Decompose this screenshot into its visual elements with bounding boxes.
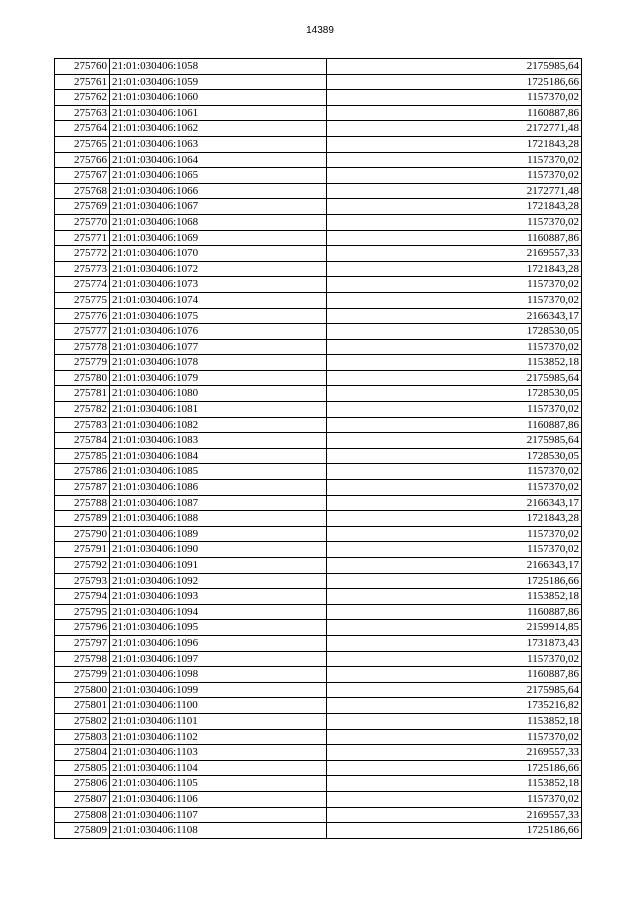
row-number-cell: 275805 bbox=[55, 760, 110, 776]
cadastral-value-cell: 1160887,86 bbox=[327, 667, 582, 683]
table-row bbox=[55, 199, 582, 215]
cadastral-value-cell: 1725186,66 bbox=[327, 74, 582, 90]
cadastral-number-cell: 21:01:030406:1059 bbox=[110, 74, 327, 90]
cadastral-value-cell: 1157370,02 bbox=[327, 526, 582, 542]
cadastral-value-cell: 1157370,02 bbox=[327, 214, 582, 230]
cadastral-value-cell: 1157370,02 bbox=[327, 542, 582, 558]
cadastral-number-cell: 21:01:030406:1105 bbox=[110, 776, 327, 792]
cadastral-value-cell: 1153852,18 bbox=[327, 589, 582, 605]
cadastral-number-cell: 21:01:030406:1084 bbox=[110, 448, 327, 464]
row-number-cell: 275783 bbox=[55, 417, 110, 433]
table-row bbox=[55, 292, 582, 308]
row-number-cell: 275786 bbox=[55, 464, 110, 480]
cadastral-number-cell: 21:01:030406:1075 bbox=[110, 308, 327, 324]
cadastral-value-cell: 1157370,02 bbox=[327, 402, 582, 418]
cadastral-value-cell: 1735216,82 bbox=[327, 698, 582, 714]
table-row bbox=[55, 417, 582, 433]
cadastral-value-cell: 1160887,86 bbox=[327, 604, 582, 620]
cadastral-value-cell: 2166343,17 bbox=[327, 558, 582, 574]
cadastral-number-cell: 21:01:030406:1063 bbox=[110, 136, 327, 152]
cadastral-value-cell: 1153852,18 bbox=[327, 776, 582, 792]
cadastral-value-cell: 1157370,02 bbox=[327, 464, 582, 480]
table-row bbox=[55, 620, 582, 636]
table-row bbox=[55, 480, 582, 496]
cadastral-number-cell: 21:01:030406:1089 bbox=[110, 526, 327, 542]
cadastral-number-cell: 21:01:030406:1094 bbox=[110, 604, 327, 620]
cadastral-value-cell: 2159914,85 bbox=[327, 620, 582, 636]
cadastral-value-cell: 1725186,66 bbox=[327, 823, 582, 839]
table-row bbox=[55, 370, 582, 386]
cadastral-number-cell: 21:01:030406:1090 bbox=[110, 542, 327, 558]
cadastral-value-cell: 1160887,86 bbox=[327, 105, 582, 121]
cadastral-number-cell: 21:01:030406:1092 bbox=[110, 573, 327, 589]
cadastral-number-cell: 21:01:030406:1102 bbox=[110, 729, 327, 745]
table-row bbox=[55, 168, 582, 184]
row-number-cell: 275775 bbox=[55, 292, 110, 308]
cadastral-number-cell: 21:01:030406:1099 bbox=[110, 682, 327, 698]
cadastral-number-cell: 21:01:030406:1078 bbox=[110, 355, 327, 371]
row-number-cell: 275764 bbox=[55, 121, 110, 137]
table-row bbox=[55, 745, 582, 761]
cadastral-value-cell: 2169557,33 bbox=[327, 745, 582, 761]
row-number-cell: 275803 bbox=[55, 729, 110, 745]
row-number-cell: 275787 bbox=[55, 480, 110, 496]
cadastral-number-cell: 21:01:030406:1093 bbox=[110, 589, 327, 605]
page-number: 14389 bbox=[306, 25, 334, 36]
cadastral-number-cell: 21:01:030406:1072 bbox=[110, 261, 327, 277]
table-row bbox=[55, 589, 582, 605]
row-number-cell: 275801 bbox=[55, 698, 110, 714]
table-row bbox=[55, 230, 582, 246]
row-number-cell: 275800 bbox=[55, 682, 110, 698]
table-row bbox=[55, 698, 582, 714]
cadastral-value-cell: 1728530,05 bbox=[327, 324, 582, 340]
row-number-cell: 275773 bbox=[55, 261, 110, 277]
cadastral-number-cell: 21:01:030406:1061 bbox=[110, 105, 327, 121]
table-row bbox=[55, 246, 582, 262]
row-number-cell: 275768 bbox=[55, 183, 110, 199]
cadastral-value-cell: 1153852,18 bbox=[327, 355, 582, 371]
cadastral-number-cell: 21:01:030406:1070 bbox=[110, 246, 327, 262]
table-row bbox=[55, 152, 582, 168]
cadastral-value-cell: 1721843,28 bbox=[327, 261, 582, 277]
table-row bbox=[55, 386, 582, 402]
cadastral-value-cell: 1157370,02 bbox=[327, 729, 582, 745]
row-number-cell: 275790 bbox=[55, 526, 110, 542]
row-number-cell: 275766 bbox=[55, 152, 110, 168]
table-row bbox=[55, 776, 582, 792]
cadastral-value-cell: 1157370,02 bbox=[327, 292, 582, 308]
row-number-cell: 275804 bbox=[55, 745, 110, 761]
row-number-cell: 275762 bbox=[55, 90, 110, 106]
table-row bbox=[55, 682, 582, 698]
row-number-cell: 275806 bbox=[55, 776, 110, 792]
table-row bbox=[55, 464, 582, 480]
cadastral-value-cell: 1157370,02 bbox=[327, 168, 582, 184]
row-number-cell: 275784 bbox=[55, 433, 110, 449]
cadastral-number-cell: 21:01:030406:1083 bbox=[110, 433, 327, 449]
cadastral-number-cell: 21:01:030406:1101 bbox=[110, 713, 327, 729]
cadastral-number-cell: 21:01:030406:1097 bbox=[110, 651, 327, 667]
row-number-cell: 275777 bbox=[55, 324, 110, 340]
cadastral-value-cell: 2175985,64 bbox=[327, 682, 582, 698]
cadastral-value-cell: 1725186,66 bbox=[327, 760, 582, 776]
row-number-cell: 275808 bbox=[55, 807, 110, 823]
table-row bbox=[55, 667, 582, 683]
table-row bbox=[55, 558, 582, 574]
cadastral-number-cell: 21:01:030406:1103 bbox=[110, 745, 327, 761]
row-number-cell: 275807 bbox=[55, 791, 110, 807]
table-row bbox=[55, 604, 582, 620]
row-number-cell: 275798 bbox=[55, 651, 110, 667]
cadastral-value-cell: 1157370,02 bbox=[327, 651, 582, 667]
row-number-cell: 275779 bbox=[55, 355, 110, 371]
table-row bbox=[55, 339, 582, 355]
row-number-cell: 275781 bbox=[55, 386, 110, 402]
cadastral-number-cell: 21:01:030406:1108 bbox=[110, 823, 327, 839]
table-row bbox=[55, 355, 582, 371]
cadastral-value-cell: 2169557,33 bbox=[327, 807, 582, 823]
table-row bbox=[55, 74, 582, 90]
table-row bbox=[55, 90, 582, 106]
cadastral-number-cell: 21:01:030406:1081 bbox=[110, 402, 327, 418]
cadastral-value-cell: 2166343,17 bbox=[327, 308, 582, 324]
cadastral-number-cell: 21:01:030406:1074 bbox=[110, 292, 327, 308]
row-number-cell: 275796 bbox=[55, 620, 110, 636]
cadastral-number-cell: 21:01:030406:1069 bbox=[110, 230, 327, 246]
cadastral-value-cell: 2169557,33 bbox=[327, 246, 582, 262]
table-row bbox=[55, 511, 582, 527]
cadastral-number-cell: 21:01:030406:1064 bbox=[110, 152, 327, 168]
table-row bbox=[55, 823, 582, 839]
table-row bbox=[55, 635, 582, 651]
row-number-cell: 275776 bbox=[55, 308, 110, 324]
table-row bbox=[55, 261, 582, 277]
row-number-cell: 275785 bbox=[55, 448, 110, 464]
cadastral-number-cell: 21:01:030406:1107 bbox=[110, 807, 327, 823]
cadastral-value-cell: 2175985,64 bbox=[327, 433, 582, 449]
row-number-cell: 275774 bbox=[55, 277, 110, 293]
table-row bbox=[55, 59, 582, 75]
cadastral-number-cell: 21:01:030406:1098 bbox=[110, 667, 327, 683]
table-row bbox=[55, 807, 582, 823]
cadastral-value-cell: 2175985,64 bbox=[327, 370, 582, 386]
cadastral-number-cell: 21:01:030406:1062 bbox=[110, 121, 327, 137]
table-row bbox=[55, 526, 582, 542]
cadastral-number-cell: 21:01:030406:1066 bbox=[110, 183, 327, 199]
row-number-cell: 275794 bbox=[55, 589, 110, 605]
cadastral-value-cell: 1157370,02 bbox=[327, 152, 582, 168]
cadastral-number-cell: 21:01:030406:1080 bbox=[110, 386, 327, 402]
cadastral-value-cell: 1721843,28 bbox=[327, 511, 582, 527]
cadastral-number-cell: 21:01:030406:1079 bbox=[110, 370, 327, 386]
table-row bbox=[55, 448, 582, 464]
row-number-cell: 275771 bbox=[55, 230, 110, 246]
cadastral-value-cell: 1157370,02 bbox=[327, 90, 582, 106]
row-number-cell: 275769 bbox=[55, 199, 110, 215]
table-row bbox=[55, 324, 582, 340]
table-row bbox=[55, 136, 582, 152]
row-number-cell: 275767 bbox=[55, 168, 110, 184]
cadastral-number-cell: 21:01:030406:1068 bbox=[110, 214, 327, 230]
table-row bbox=[55, 277, 582, 293]
cadastral-value-cell: 2172771,48 bbox=[327, 121, 582, 137]
cadastral-value-cell: 2175985,64 bbox=[327, 59, 582, 75]
table-row bbox=[55, 542, 582, 558]
row-number-cell: 275791 bbox=[55, 542, 110, 558]
table-row bbox=[55, 729, 582, 745]
table-row bbox=[55, 573, 582, 589]
cadastral-number-cell: 21:01:030406:1077 bbox=[110, 339, 327, 355]
cadastral-value-cell: 1157370,02 bbox=[327, 791, 582, 807]
cadastral-number-cell: 21:01:030406:1076 bbox=[110, 324, 327, 340]
row-number-cell: 275760 bbox=[55, 59, 110, 75]
table-row bbox=[55, 760, 582, 776]
cadastral-number-cell: 21:01:030406:1065 bbox=[110, 168, 327, 184]
cadastral-number-cell: 21:01:030406:1073 bbox=[110, 277, 327, 293]
table-row bbox=[55, 214, 582, 230]
cadastral-number-cell: 21:01:030406:1100 bbox=[110, 698, 327, 714]
table-body bbox=[55, 59, 582, 839]
row-number-cell: 275809 bbox=[55, 823, 110, 839]
row-number-cell: 275793 bbox=[55, 573, 110, 589]
cadastral-number-cell: 21:01:030406:1060 bbox=[110, 90, 327, 106]
row-number-cell: 275802 bbox=[55, 713, 110, 729]
row-number-cell: 275797 bbox=[55, 635, 110, 651]
row-number-cell: 275780 bbox=[55, 370, 110, 386]
cadastral-value-cell: 2166343,17 bbox=[327, 495, 582, 511]
row-number-cell: 275789 bbox=[55, 511, 110, 527]
table-row bbox=[55, 495, 582, 511]
cadastral-value-cell: 1153852,18 bbox=[327, 713, 582, 729]
table-row bbox=[55, 121, 582, 137]
table-row bbox=[55, 402, 582, 418]
row-number-cell: 275778 bbox=[55, 339, 110, 355]
cadastral-value-table bbox=[54, 58, 582, 839]
cadastral-number-cell: 21:01:030406:1086 bbox=[110, 480, 327, 496]
cadastral-value-cell: 1160887,86 bbox=[327, 417, 582, 433]
cadastral-number-cell: 21:01:030406:1082 bbox=[110, 417, 327, 433]
cadastral-value-cell: 1157370,02 bbox=[327, 277, 582, 293]
table-row bbox=[55, 183, 582, 199]
row-number-cell: 275772 bbox=[55, 246, 110, 262]
row-number-cell: 275795 bbox=[55, 604, 110, 620]
cadastral-number-cell: 21:01:030406:1088 bbox=[110, 511, 327, 527]
row-number-cell: 275792 bbox=[55, 558, 110, 574]
row-number-cell: 275799 bbox=[55, 667, 110, 683]
table-row bbox=[55, 433, 582, 449]
row-number-cell: 275788 bbox=[55, 495, 110, 511]
cadastral-number-cell: 21:01:030406:1096 bbox=[110, 635, 327, 651]
cadastral-value-cell: 2172771,48 bbox=[327, 183, 582, 199]
table-row bbox=[55, 791, 582, 807]
cadastral-number-cell: 21:01:030406:1067 bbox=[110, 199, 327, 215]
table-row bbox=[55, 308, 582, 324]
table-row bbox=[55, 105, 582, 121]
table-row bbox=[55, 651, 582, 667]
row-number-cell: 275782 bbox=[55, 402, 110, 418]
cadastral-number-cell: 21:01:030406:1087 bbox=[110, 495, 327, 511]
cadastral-number-cell: 21:01:030406:1085 bbox=[110, 464, 327, 480]
cadastral-value-cell: 1728530,05 bbox=[327, 448, 582, 464]
cadastral-number-cell: 21:01:030406:1091 bbox=[110, 558, 327, 574]
cadastral-value-cell: 1721843,28 bbox=[327, 199, 582, 215]
row-number-cell: 275765 bbox=[55, 136, 110, 152]
cadastral-value-cell: 1157370,02 bbox=[327, 480, 582, 496]
cadastral-value-cell: 1725186,66 bbox=[327, 573, 582, 589]
cadastral-value-cell: 1731873,43 bbox=[327, 635, 582, 651]
cadastral-number-cell: 21:01:030406:1106 bbox=[110, 791, 327, 807]
cadastral-value-cell: 1728530,05 bbox=[327, 386, 582, 402]
cadastral-value-cell: 1160887,86 bbox=[327, 230, 582, 246]
cadastral-value-cell: 1721843,28 bbox=[327, 136, 582, 152]
table-row bbox=[55, 713, 582, 729]
cadastral-number-cell: 21:01:030406:1058 bbox=[110, 59, 327, 75]
row-number-cell: 275761 bbox=[55, 74, 110, 90]
row-number-cell: 275763 bbox=[55, 105, 110, 121]
cadastral-value-cell: 1157370,02 bbox=[327, 339, 582, 355]
cadastral-number-cell: 21:01:030406:1095 bbox=[110, 620, 327, 636]
row-number-cell: 275770 bbox=[55, 214, 110, 230]
cadastral-number-cell: 21:01:030406:1104 bbox=[110, 760, 327, 776]
